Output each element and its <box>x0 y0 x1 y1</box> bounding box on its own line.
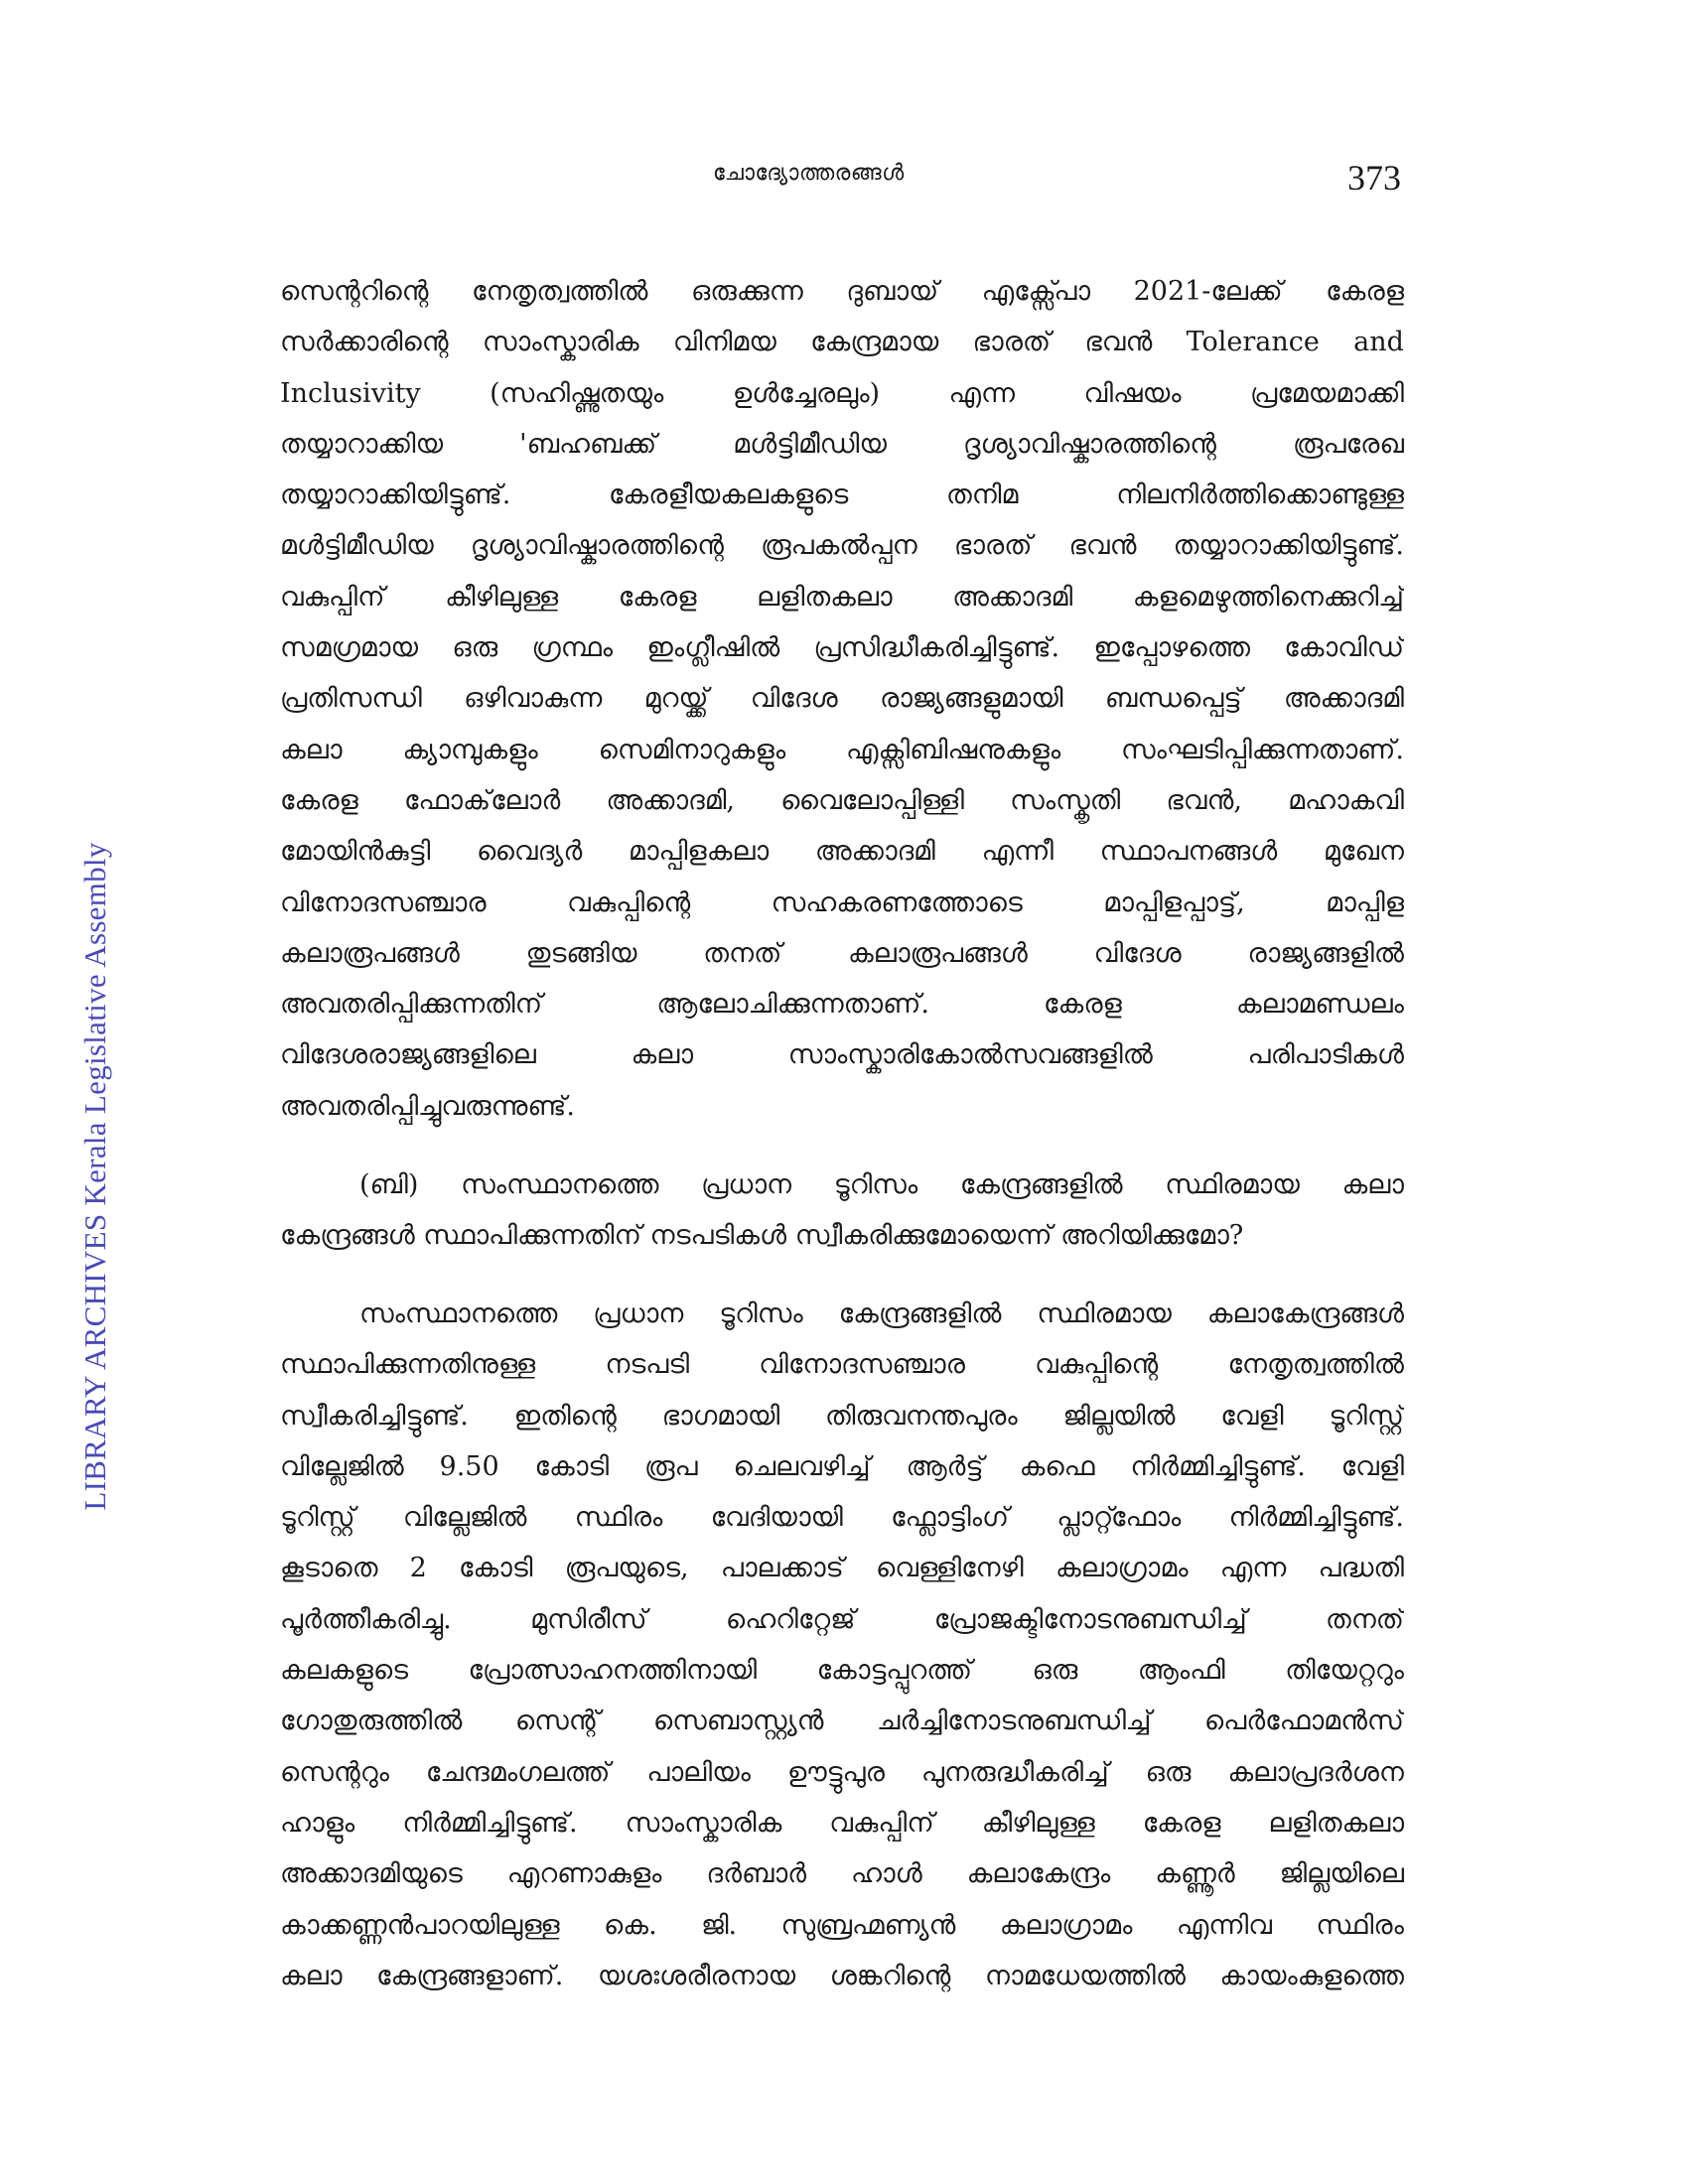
word: ഒരു <box>1145 1756 1192 1788</box>
word: അവതരിപ്പിച്ചുവരുന്നുണ്ട്. <box>280 1090 575 1122</box>
text-line <box>280 368 1404 419</box>
word: വിനിമയ <box>672 327 776 358</box>
word: എക്സ്പോ <box>981 276 1091 307</box>
word: ഹാൾ <box>850 1858 922 1890</box>
word: പാലിയം <box>646 1756 751 1788</box>
word: ക്യാമ്പുകളും <box>402 734 538 765</box>
word: ടൂറിസ്റ്റ് <box>1329 1400 1404 1432</box>
word: ജി. <box>701 1909 738 1941</box>
word: മാപ്പിളപ്പാട്ട്, <box>1103 887 1245 918</box>
word: ദുബായ് <box>846 276 939 307</box>
word: വിദേശരാജ്യങ്ങളിലെ <box>280 1039 536 1071</box>
word: വകുപ്പിന്റെ <box>1035 1349 1159 1381</box>
text-line <box>280 1543 1404 1593</box>
word: ദർബാർ <box>706 1858 807 1890</box>
word: 9.50 <box>439 1450 499 1482</box>
text-line <box>280 928 1404 979</box>
word: ടൂറിസ്റ്റ് <box>280 1502 355 1534</box>
word: കലാ <box>1341 1169 1404 1200</box>
word: കലാകേന്ദ്രങ്ങൾ <box>1206 1298 1404 1329</box>
word: തയ്യാറാക്കിയ <box>280 428 444 460</box>
word: സമഗ്രമായ <box>280 632 419 664</box>
word: മാപ്പിളകലാ <box>628 836 770 868</box>
word: സെന്ററിന്റെ <box>280 276 429 307</box>
word: എറണാകുളം <box>506 1858 662 1890</box>
word: സ്ഥിരം <box>574 1502 663 1534</box>
word: Tolerance <box>1186 327 1320 358</box>
word: ആംഫി <box>1137 1655 1225 1687</box>
word: യശഃശരീരനായ <box>597 1960 796 1991</box>
word: കലാ <box>280 734 343 765</box>
word: സ്ഥാപനങ്ങൾ <box>1099 836 1278 868</box>
word: എന്നിവ <box>1176 1909 1272 1941</box>
word: വിഷയം <box>1083 377 1182 409</box>
word: പൂർത്തീകരിച്ചു. <box>280 1603 452 1635</box>
word: വിദേശ <box>1093 937 1182 969</box>
word: കേന്ദ്രങ്ങളാണ്. <box>376 1960 564 1991</box>
library-archives-watermark: LIBRARY ARCHIVES Kerala Legislative Assembly <box>77 842 112 1511</box>
word: ഒരു <box>1032 1655 1078 1687</box>
word: രാജ്യങ്ങളുമായി <box>879 683 1063 715</box>
word: പ്രധാന <box>593 1298 684 1329</box>
word: സംസ്ഥാനത്തെ <box>461 1169 659 1200</box>
word: സെമിനാറുകളും <box>598 734 786 765</box>
word: കീഴിലുള്ള <box>445 581 559 613</box>
word: പ്രോത്സാഹനത്തിനായി <box>468 1655 758 1687</box>
word: ഇതിന്റെ <box>513 1400 617 1432</box>
word: സംസ്കൃതി <box>1010 784 1121 816</box>
text-line <box>280 1645 1404 1696</box>
word: സംഘടിപ്പിക്കുന്നതാണ്. <box>1121 734 1404 765</box>
word: കീഴിലുള്ള <box>981 1807 1095 1839</box>
word: ഭവൻ, <box>1166 784 1242 816</box>
text-line <box>280 725 1404 775</box>
word: ജില്ലയിലെ <box>1279 1858 1404 1890</box>
word: കേരളീയകലകളുടെ <box>608 479 849 511</box>
word: തയ്യാറാക്കിയിട്ടുണ്ട്. <box>280 479 511 511</box>
word: വില്ലേജിൽ <box>280 1450 404 1482</box>
word: കേരള <box>1326 276 1404 307</box>
word: സെബാസ്റ്റ്യൻ <box>652 1706 824 1737</box>
text-line <box>280 979 1404 1029</box>
word: പ്രോജക്ടിനോടനുബന്ധിച്ച് <box>933 1603 1247 1635</box>
word: കലാരൂപങ്ങൾ <box>848 937 1028 969</box>
word: സാംസ്കാരിക <box>625 1807 782 1839</box>
word: നിർമ്മിച്ചിട്ടുണ്ട്. <box>402 1807 578 1839</box>
word: ശങ്കറിന്റെ <box>829 1960 951 1991</box>
word: എക്സിബിഷനുകളും <box>846 734 1061 765</box>
word: കേരള <box>280 784 358 816</box>
word: നാമധേയത്തിൽ <box>984 1960 1186 1991</box>
word: 2021-ലേക്ക് <box>1133 276 1283 307</box>
word: വിനോദസഞ്ചാര <box>280 887 487 918</box>
word: കൂടാതെ <box>280 1553 378 1584</box>
word: ഗ്രന്ഥം <box>531 632 614 664</box>
word: മാപ്പിള <box>1326 887 1404 918</box>
word: സ്ഥാപിക്കുന്നതിനുള്ള <box>280 1349 536 1381</box>
word: കലാരൂപങ്ങൾ <box>280 937 460 969</box>
word: വേളി <box>1340 1450 1404 1482</box>
word: തനത് <box>1325 1603 1404 1635</box>
word: നേതൃത്വത്തിൽ <box>1227 1349 1404 1381</box>
word: ഗോതുരുത്തിൽ <box>280 1706 463 1737</box>
text-line <box>280 520 1404 571</box>
word: കോവിഡ് <box>1284 632 1404 664</box>
text-line <box>280 1289 1404 1339</box>
word: പ്രമേയമാക്കി <box>1250 377 1404 409</box>
word: ദൃശ്യാവിഷ്കാരത്തിന്റെ <box>470 530 724 562</box>
text-line <box>280 1029 1404 1080</box>
word: രാജ്യങ്ങളിൽ <box>1247 937 1404 969</box>
text-line <box>280 470 1404 520</box>
word: പ്രതിസന്ധി <box>280 683 422 715</box>
page-number: 373 <box>1347 158 1401 198</box>
word: കലാകേന്ദ്രം <box>966 1858 1111 1890</box>
text-line <box>280 622 1404 673</box>
word: അവതരിപ്പിക്കുന്നതിന് <box>280 989 543 1021</box>
word: വകുപ്പിന് <box>280 581 385 613</box>
word: നിർമ്മിച്ചിട്ടുണ്ട്. <box>1228 1502 1404 1534</box>
word: തനത് <box>703 937 782 969</box>
text-line <box>280 775 1404 826</box>
word: നടപടി <box>605 1349 690 1381</box>
word: രൂപകൽപ്പന <box>761 530 917 562</box>
word: കലാ <box>280 1960 343 1991</box>
word: വകുപ്പിന്റെ <box>567 887 691 918</box>
word: അക്കാദമി <box>814 836 935 868</box>
text-line <box>280 572 1404 622</box>
word: ആലോചിക്കുന്നതാണ്. <box>656 989 929 1021</box>
word: ലളിതകലാ <box>1268 1807 1404 1839</box>
word: ഭാരത് <box>953 530 1033 562</box>
text-line <box>280 1951 1404 2001</box>
word: ഉൾച്ചേരലും) <box>732 377 881 409</box>
word: വില്ലേജിൽ <box>402 1502 527 1534</box>
word: കളമെഴുത്തിനെക്കുറിച്ച് <box>1132 581 1404 613</box>
word: 'ബഹബക്ക് <box>519 428 657 460</box>
text-line <box>280 266 1404 317</box>
word: നടപടികൾ <box>649 1220 787 1252</box>
word: മുറയ്ക്ക് <box>643 683 709 715</box>
text-line <box>280 1594 1404 1645</box>
word: കണ്ണൂർ <box>1155 1858 1235 1890</box>
text-line <box>280 1798 1404 1848</box>
word: കേന്ദ്രങ്ങൾ <box>280 1220 415 1252</box>
text-line <box>280 1081 1404 1132</box>
word: മൾട്ടിമീഡിയ <box>733 428 887 460</box>
text-line <box>280 1848 1404 1899</box>
word: കേന്ദ്രങ്ങളിൽ <box>838 1298 1002 1329</box>
word: (സഹിഷ്ണുതയും <box>490 377 664 409</box>
text-line <box>280 673 1404 724</box>
word: ഭവൻ <box>1084 327 1153 358</box>
text-line <box>280 1900 1404 1951</box>
text-line <box>280 826 1404 877</box>
word: ആർട്ട് <box>906 1450 984 1482</box>
word: കാക്കണ്ണൻപാറയിലുള്ള <box>280 1909 560 1941</box>
word: സെന്റ് <box>514 1706 601 1737</box>
word: ഇപ്പോഴത്തെ <box>1093 632 1250 664</box>
paragraph-answer-b <box>280 1289 1404 2001</box>
word: അക്കാദമി <box>952 581 1073 613</box>
word: വൈലോപ്പിള്ളി <box>780 784 965 816</box>
word: സ്വീകരിക്കുമോയെന്ന് <box>794 1220 1053 1252</box>
word: തിരുവനന്തപുരം <box>824 1400 1018 1432</box>
word: വിനോദസഞ്ചാര <box>759 1349 965 1381</box>
word: സുബ്രഹ്മണ്യൻ <box>780 1909 956 1941</box>
word: വെള്ളിനേഴി <box>876 1553 1024 1584</box>
word: കലാഗ്രാമം <box>999 1909 1133 1941</box>
word: രൂപരേഖ <box>1293 428 1404 460</box>
word: ഇംഗ്ലീഷിൽ <box>646 632 780 664</box>
word: സാംസ്കാരിക <box>482 327 639 358</box>
word: കഫെ <box>1019 1450 1095 1482</box>
word: ഫോക്‌ലോർ <box>403 784 561 816</box>
word: ചെലവഴിച്ച് <box>733 1450 871 1482</box>
word: കലാമണ്ഡലം <box>1235 989 1404 1021</box>
word: സർക്കാരിന്റെ <box>280 327 449 358</box>
word: കോടി <box>534 1450 610 1482</box>
word: മുഖേന <box>1323 836 1404 868</box>
word: വൈദ്യർ <box>476 836 583 868</box>
text-line <box>280 1160 1404 1210</box>
word: അക്കാദമിയുടെ <box>280 1858 463 1890</box>
text-line <box>280 317 1404 367</box>
word: ഭാരത് <box>972 327 1052 358</box>
word: തിയേറ്ററും <box>1285 1655 1404 1687</box>
word: കോടി <box>458 1553 533 1584</box>
word: കേന്ദ്രമായ <box>810 327 939 358</box>
text-line <box>280 1747 1404 1798</box>
word: പ്ലാറ്റ്ഫോം <box>1056 1502 1182 1534</box>
word: (ബി) <box>359 1169 419 1200</box>
paragraph-question-b <box>280 1160 1404 1262</box>
word: Inclusivity <box>280 377 421 409</box>
word: കോട്ടപ്പുറത്ത് <box>816 1655 972 1687</box>
text-line <box>280 1492 1404 1543</box>
word: സ്ഥിരമായ <box>1037 1298 1172 1329</box>
word: പെർഫോമൻസ് <box>1203 1706 1404 1737</box>
word: സ്ഥിരമായ <box>1165 1169 1300 1200</box>
word: സാംസ്കാരികോൽസവങ്ങളിൽ <box>787 1039 1153 1071</box>
word: നിലനിർത്തിക്കൊണ്ടുള്ള <box>1116 479 1404 511</box>
word: ലളിതകലാ <box>757 581 893 613</box>
text-line <box>280 878 1404 928</box>
word: മഹാകവി <box>1288 784 1404 816</box>
word: എന്ന <box>1219 1553 1287 1584</box>
word: എന്ന <box>948 377 1016 409</box>
word: അക്കാദമി <box>1283 683 1404 715</box>
word: സ്വീകരിച്ചിട്ടുണ്ട്. <box>280 1400 469 1432</box>
word: മുസിരീസ് <box>530 1603 647 1635</box>
word: തുടങ്ങിയ <box>525 937 637 969</box>
word: നിർമ്മിച്ചിട്ടുണ്ട്. <box>1130 1450 1306 1482</box>
word: 2 <box>409 1553 427 1584</box>
word: ഭവൻ <box>1068 530 1137 562</box>
word: കേന്ദ്രങ്ങളിൽ <box>959 1169 1123 1200</box>
word: ചർച്ചിനോടനുബന്ധിച്ച് <box>876 1706 1152 1737</box>
word: ബന്ധപ്പെട്ട് <box>1104 683 1242 715</box>
paragraph-answer-a <box>280 266 1404 1132</box>
word: മൾട്ടിമീഡിയ <box>280 530 434 562</box>
word: ഭാഗമായി <box>661 1400 780 1432</box>
word: കലകളുടെ <box>280 1655 409 1687</box>
word: അക്കാദമി, <box>606 784 736 816</box>
text-line <box>280 1391 1404 1441</box>
word: കലാപ്രദർശന <box>1227 1756 1404 1788</box>
word: സ്ഥിരം <box>1316 1909 1404 1941</box>
word: വകുപ്പിന് <box>829 1807 934 1839</box>
word: തനിമ <box>945 479 1019 511</box>
word: കേരള <box>1044 989 1122 1021</box>
text-line <box>280 1210 1404 1261</box>
word: പദ്ധതി <box>1318 1553 1404 1584</box>
word: രൂപയുടെ, <box>564 1553 689 1584</box>
word: സംസ്ഥാനത്തെ <box>359 1298 558 1329</box>
word: ഒഴിവാകുന്ന <box>464 683 603 715</box>
word: വിദേശ <box>750 683 838 715</box>
word: രൂപ <box>643 1450 698 1482</box>
word: സഹകരണത്തോടെ <box>771 887 1023 918</box>
word: കെ. <box>604 1909 657 1941</box>
word: വേദിയായി <box>710 1502 843 1534</box>
word: കായംകുളത്തെ <box>1219 1960 1404 1991</box>
word: പുനരുദ്ധീകരിച്ച് <box>920 1756 1109 1788</box>
word: കലാഗ്രാമം <box>1055 1553 1189 1584</box>
word: തയ്യാറാക്കിയിട്ടുണ്ട്. <box>1173 530 1404 562</box>
running-head: ചോദ്യോത്തരങ്ങൾ <box>713 161 905 186</box>
word: അറിയിക്കുമോ? <box>1060 1220 1244 1252</box>
word: പ്രധാന <box>701 1169 792 1200</box>
text-line <box>280 1696 1404 1746</box>
word: ടൂറിസം <box>833 1169 918 1200</box>
word: ജില്ലയിൽ <box>1062 1400 1176 1432</box>
word: and <box>1353 327 1404 358</box>
word: എന്നീ <box>981 836 1054 868</box>
text-line <box>280 1441 1404 1492</box>
word: പാലക്കാട് <box>720 1553 844 1584</box>
text-line <box>280 1339 1404 1390</box>
word: ഒരു <box>452 632 498 664</box>
word: ടൂറിസം <box>719 1298 803 1329</box>
word: ചേന്ദമംഗലത്ത് <box>425 1756 611 1788</box>
word: ദൃശ്യാവിഷ്കാരത്തിന്റെ <box>962 428 1216 460</box>
word: സ്ഥാപിക്കുന്നതിന് <box>423 1220 641 1252</box>
word: നേതൃത്വത്തിൽ <box>472 276 648 307</box>
word: ഫ്ലോട്ടിംഗ് <box>891 1502 1010 1534</box>
word: സെന്ററും <box>280 1756 389 1788</box>
word: ഒരുക്കുന്ന <box>691 276 803 307</box>
word: മോയിൻകുട്ടി <box>280 836 431 868</box>
word: ഊട്ടുപുര <box>786 1756 885 1788</box>
word: കേരള <box>618 581 697 613</box>
word: ഹാളും <box>280 1807 355 1839</box>
word: ഹെറിറ്റേജ് <box>725 1603 856 1635</box>
word: കേരള <box>1142 1807 1221 1839</box>
word: വേളി <box>1220 1400 1284 1432</box>
word: കലാ <box>631 1039 694 1071</box>
text-line <box>280 419 1404 470</box>
word: പ്രസിദ്ധീകരിച്ചിട്ടുണ്ട്. <box>813 632 1060 664</box>
word: പരിപാടികൾ <box>1247 1039 1404 1071</box>
